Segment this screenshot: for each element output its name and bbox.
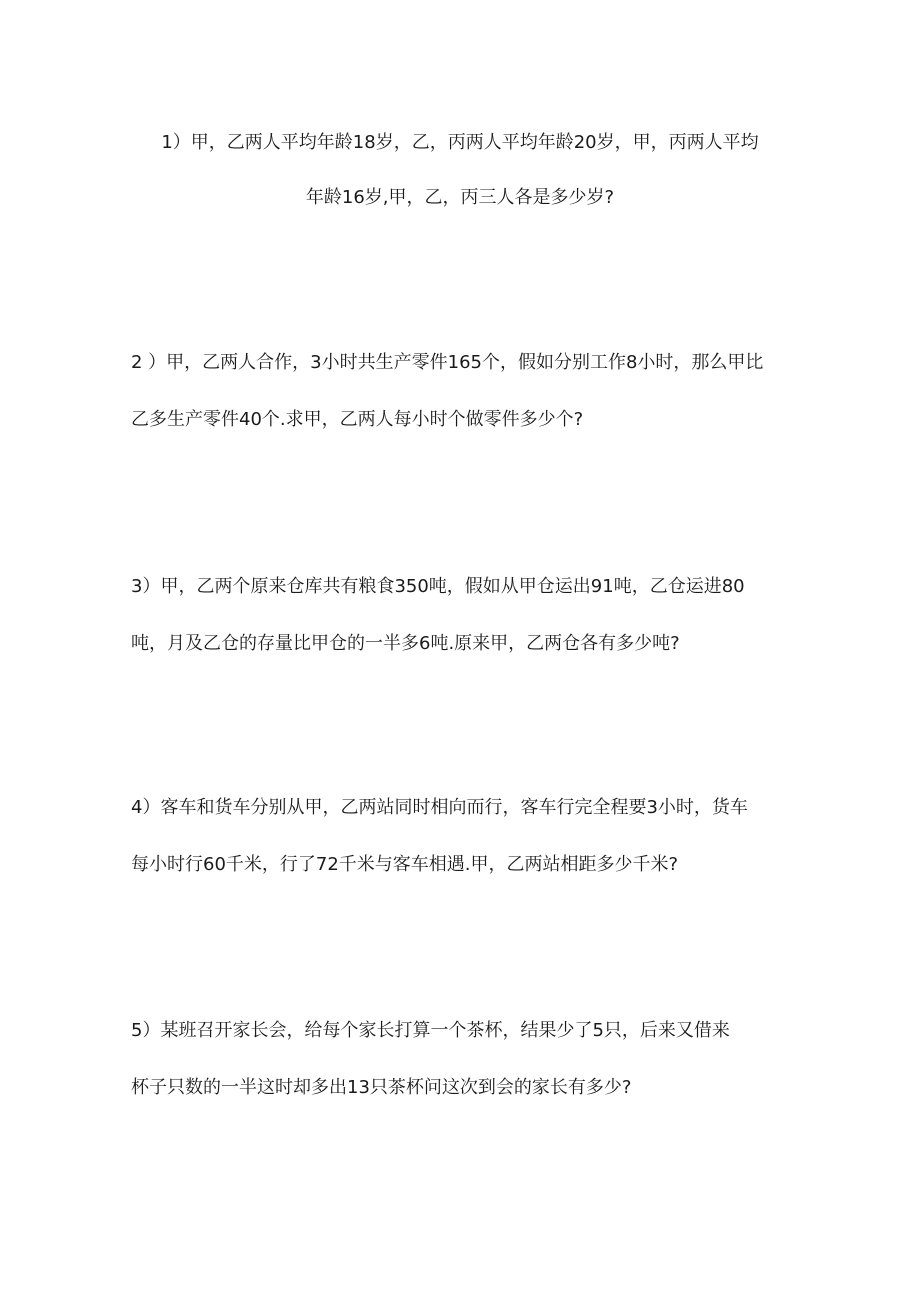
problem-5-line-2: 杯子只数的一半这时却多出13只茶杯问这次到会的家长有多少?: [131, 1077, 632, 1098]
problem-2-line-1: 2 ）甲，乙两人合作，3小时共生产零件165个，假如分别工作8小时，那么甲比: [131, 352, 764, 373]
problem-1-line-2: 年龄16岁,甲，乙，丙三人各是多少岁?: [305, 187, 615, 208]
problem-3-line-2: 吨，月及乙仓的存量比甲仓的一半多6吨.原来甲，乙两仓各有多少吨?: [131, 633, 680, 654]
problem-3-line-1: 3）甲，乙两个原来仓库共有粮食350吨，假如从甲仓运出91吨，乙仓运进80: [131, 576, 745, 597]
problem-1-line-1: 1）甲，乙两人平均年龄18岁，乙，丙两人平均年龄20岁，甲，丙两人平均: [161, 132, 759, 153]
problem-4-line-2: 每小时行60千米，行了72千米与客车相遇.甲，乙两站相距多少千米?: [131, 854, 679, 875]
problem-5-line-1: 5）某班召开家长会，给每个家长打算一个茶杯，结果少了5只，后来又借来: [131, 1020, 730, 1041]
problem-2-line-2: 乙多生产零件40个.求甲，乙两人每小时个做零件多少个?: [131, 409, 584, 430]
problem-4-line-1: 4）客车和货车分别从甲，乙两站同时相向而行，客车行完全程要3小时，货车: [131, 797, 748, 818]
